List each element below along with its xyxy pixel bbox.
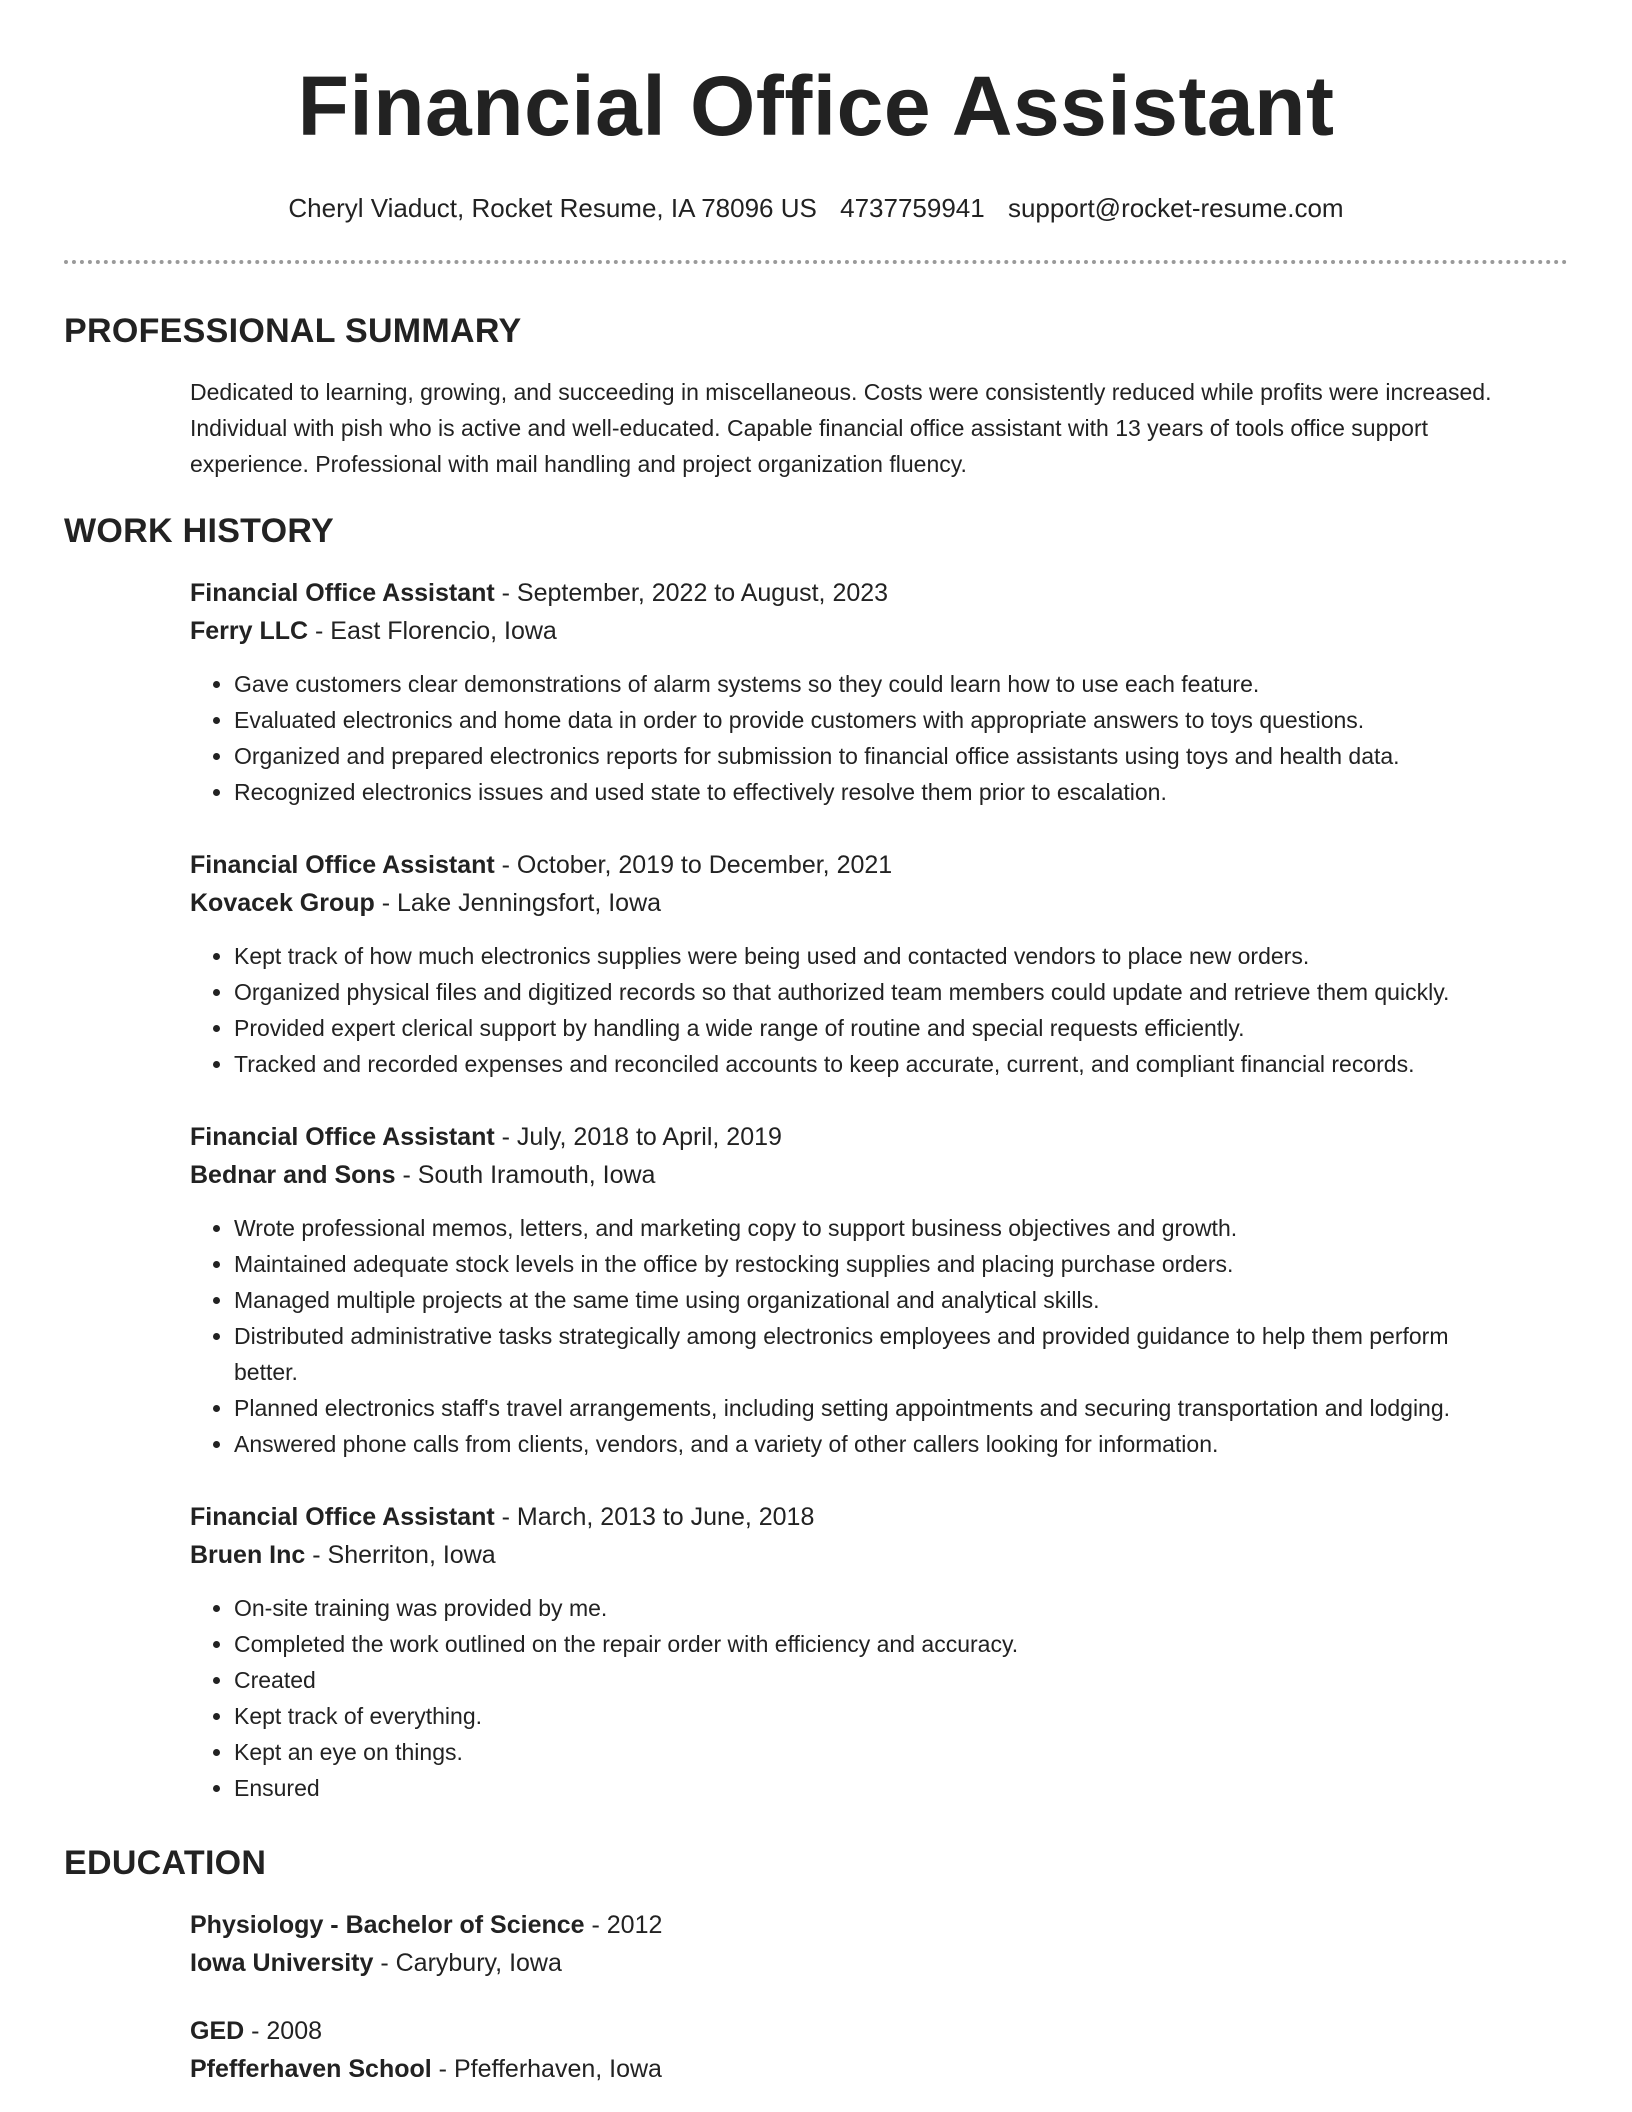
contact-address: Cheryl Viaduct, Rocket Resume, IA 78096 US (288, 193, 817, 223)
education-school-line (190, 1944, 1518, 1982)
job-bullet: • Wrote professional memos, letters, and marketing copy to support business objectives and growth. (234, 1210, 1518, 1246)
education-entry (190, 1906, 1518, 1982)
header-divider (64, 260, 1568, 264)
job-location: - Sherriton, Iowa (305, 1541, 496, 1569)
job-title-line (190, 846, 1518, 884)
summary-section (64, 310, 1568, 482)
summary-heading: PROFESSIONAL SUMMARY (64, 312, 522, 350)
education-year: - 2008 (244, 2017, 323, 2045)
education-degree-line (190, 1906, 1518, 1944)
job-company-line (190, 884, 1518, 922)
job-company-line (190, 612, 1518, 650)
job-dates: - September, 2022 to August, 2023 (494, 579, 889, 607)
job-bullet: • Answered phone calls from clients, vendors, and a variety of other callers looking for information. (234, 1426, 1518, 1462)
job-entry (190, 846, 1518, 1082)
job-bullet: • Gave customers clear demonstrations of alarm systems so they could learn how to use each feature. (234, 666, 1518, 702)
work-history-heading: WORK HISTORY (64, 512, 334, 550)
job-dates: - July, 2018 to April, 2019 (494, 1123, 782, 1151)
job-bullet: • Recognized electronics issues and used state to effectively resolve them prior to escalation. (234, 774, 1518, 810)
job-dates: - March, 2013 to June, 2018 (494, 1503, 815, 1531)
job-role: Financial Office Assistant (190, 1503, 495, 1531)
job-entry (190, 1118, 1518, 1462)
job-company: Ferry LLC (190, 617, 309, 645)
job-bullet: • Organized physical files and digitized records so that authorized team members could update and retrieve them quickly. (234, 974, 1518, 1010)
job-bullet: • Tracked and recorded expenses and reconciled accounts to keep accurate, current, and compliant financial records. (234, 1046, 1518, 1082)
job-bullet: • Ensured (234, 1770, 1518, 1806)
job-company: Kovacek Group (190, 889, 375, 917)
job-bullet: • Planned electronics staff's travel arrangements, including setting appointments and securing transportation and lodging. (234, 1390, 1518, 1426)
job-bullet: • Evaluated electronics and home data in order to provide customers with appropriate answers to toys questions. (234, 702, 1518, 738)
resume-header (0, 0, 1632, 224)
job-location: - South Iramouth, Iowa (395, 1161, 656, 1189)
job-location: - East Florencio, Iowa (308, 617, 557, 645)
job-dates: - October, 2019 to December, 2021 (494, 851, 893, 879)
education-section (64, 1842, 1568, 2088)
contact-phone: 4737759941 (840, 193, 985, 223)
job-bullet: • Kept track of everything. (234, 1698, 1518, 1734)
education-location: - Pfefferhaven, Iowa (431, 2055, 662, 2083)
education-year: - 2012 (584, 1911, 663, 1939)
education-school: Iowa University (190, 1949, 374, 1977)
education-degree-line (190, 2012, 1518, 2050)
job-company: Bednar and Sons (190, 1161, 396, 1189)
job-role: Financial Office Assistant (190, 851, 495, 879)
job-entry (190, 574, 1518, 810)
education-entry (190, 2012, 1518, 2088)
job-bullet-list (190, 1590, 1518, 1806)
job-company: Bruen Inc (190, 1541, 306, 1569)
job-title-line (190, 1498, 1518, 1536)
education-heading: EDUCATION (64, 1844, 267, 1882)
education-list (190, 1906, 1518, 2088)
job-bullet: • Managed multiple projects at the same time using organizational and analytical skills. (234, 1282, 1518, 1318)
job-bullet: • Completed the work outlined on the repair order with efficiency and accuracy. (234, 1626, 1518, 1662)
job-bullet: • On-site training was provided by me. (234, 1590, 1518, 1626)
summary-text: Dedicated to learning, growing, and succeeding in miscellaneous. Costs were consistently reduced while profits were increased. Individual with pish who is active and well-educated. Capable financial office assistant with 13 years of tools office support experience. Professional with mail handling and project organization fluency. (190, 379, 1492, 477)
contact-line (0, 192, 1632, 224)
job-title-line (190, 574, 1518, 612)
job-bullet: • Distributed administrative tasks strategically among electronics employees and provided guidance to help them perform better. (234, 1318, 1518, 1390)
education-location: - Carybury, Iowa (373, 1949, 562, 1977)
education-school: Pfefferhaven School (190, 2055, 432, 2083)
contact-email: support@rocket-resume.com (1007, 193, 1344, 223)
job-bullet-list (190, 666, 1518, 810)
job-bullet: • Created (234, 1662, 1518, 1698)
job-bullet: • Kept track of how much electronics supplies were being used and contacted vendors to place new orders. (234, 938, 1518, 974)
job-bullet-list (190, 938, 1518, 1082)
job-bullet: • Kept an eye on things. (234, 1734, 1518, 1770)
job-title-line (190, 1118, 1518, 1156)
job-role: Financial Office Assistant (190, 1123, 495, 1151)
work-history-section (64, 510, 1568, 1806)
education-degree: GED (190, 2017, 245, 2045)
resume-title: Financial Office Assistant (297, 59, 1335, 153)
job-bullet: • Organized and prepared electronics reports for submission to financial office assistants using toys and health data. (234, 738, 1518, 774)
job-role: Financial Office Assistant (190, 579, 495, 607)
job-bullet-list (190, 1210, 1518, 1462)
job-bullet: • Maintained adequate stock levels in the office by restocking supplies and placing purchase orders. (234, 1246, 1518, 1282)
education-school-line (190, 2050, 1518, 2088)
job-bullet: • Provided expert clerical support by handling a wide range of routine and special requests efficiently. (234, 1010, 1518, 1046)
job-list (190, 574, 1518, 1806)
job-company-line (190, 1536, 1518, 1574)
job-company-line (190, 1156, 1518, 1194)
job-location: - Lake Jenningsfort, Iowa (374, 889, 662, 917)
education-degree: Physiology - Bachelor of Science (190, 1911, 585, 1939)
job-entry (190, 1498, 1518, 1806)
